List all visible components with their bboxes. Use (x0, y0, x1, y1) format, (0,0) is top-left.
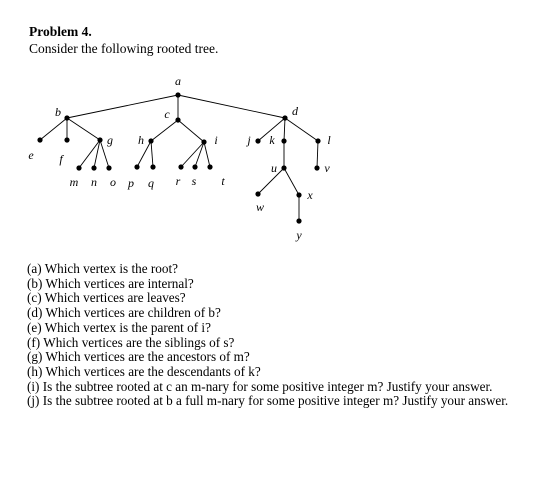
vertex-t (207, 164, 212, 169)
problem-title: Problem 4. (29, 24, 92, 39)
vertex-a (175, 92, 180, 97)
vertex-j (255, 138, 260, 143)
vertex-q (150, 164, 155, 169)
question-e: (e) Which vertex is the parent of i? (27, 319, 211, 335)
question-d: (d) Which vertices are children of b? (27, 305, 221, 321)
problem-intro: Consider the following rooted tree. (29, 41, 219, 56)
vertex-label-d: d (292, 104, 298, 118)
question-j: (j) Is the subtree rooted at b a full m-nary for some positive integer m? Justify your answer. (27, 393, 509, 409)
edge-b-g (67, 118, 100, 140)
edge-c-i (178, 120, 204, 142)
vertex-e (37, 137, 42, 142)
vertex-x (296, 192, 301, 197)
vertex-label-n: n (91, 175, 97, 189)
vertex-label-p: p (128, 176, 134, 190)
edge-i-r (181, 142, 204, 167)
vertex-l (315, 138, 320, 143)
vertex-d (282, 115, 287, 120)
vertex-label-r: r (175, 174, 181, 188)
tree-vertices (37, 92, 320, 223)
edge-u-x (284, 168, 299, 195)
vertex-label-f: f (59, 152, 63, 166)
vertex-r (178, 164, 183, 169)
edge-d-k (284, 118, 285, 141)
vertex-label-k: k (269, 133, 275, 147)
vertex-label-q: q (148, 176, 154, 190)
vertex-c (175, 117, 180, 122)
vertex-y (296, 218, 301, 223)
vertex-label-a: a (175, 74, 181, 88)
vertex-label-l: l (327, 133, 331, 147)
question-a: (a) Which vertex is the root? (27, 261, 178, 276)
vertex-h (148, 138, 153, 143)
vertex-label-m: m (69, 175, 79, 189)
vertex-label-b: b (55, 105, 61, 119)
edge-a-b (67, 95, 178, 118)
question-g: (g) Which vertices are the ancestors of m? (27, 349, 250, 365)
vertex-k (281, 138, 286, 143)
vertex-label-v: v (324, 161, 330, 175)
vertex-v (314, 165, 319, 170)
vertex-label-h: h (138, 133, 144, 147)
vertex-g (97, 137, 102, 142)
vertex-i (201, 139, 206, 144)
vertex-label-x: x (307, 188, 313, 202)
edge-d-l (285, 118, 318, 141)
vertex-label-g: g (107, 133, 113, 147)
vertex-w (255, 191, 260, 196)
question-list (27, 262, 508, 409)
vertex-label-j: j (247, 133, 251, 147)
vertex-n (91, 165, 96, 170)
vertex-u (281, 165, 286, 170)
vertex-f (64, 137, 69, 142)
edge-l-v (317, 141, 318, 168)
question-c: (c) Which vertices are leaves? (27, 290, 186, 306)
vertex-label-y: y (296, 228, 302, 242)
vertex-p (134, 164, 139, 169)
tree-vertex-labels (28, 74, 331, 242)
vertex-label-w: w (255, 200, 265, 214)
vertex-label-o: o (110, 175, 116, 189)
vertex-label-u: u (271, 161, 277, 175)
question-b: (b) Which vertices are internal? (27, 275, 194, 291)
question-h: (h) Which vertices are the descendants of k? (27, 363, 261, 379)
vertex-label-i: i (214, 133, 218, 147)
vertex-label-e: e (28, 148, 34, 162)
vertex-b (64, 115, 69, 120)
vertex-label-c: c (164, 107, 170, 121)
tree-edges (40, 95, 318, 221)
edge-c-h (151, 120, 178, 141)
question-i: (i) Is the subtree rooted at c an m-nary for some positive integer m? Justify your answer. (27, 378, 493, 394)
edge-i-t (204, 142, 210, 167)
edge-b-e (40, 118, 67, 140)
vertex-o (106, 165, 111, 170)
question-f: (f) Which vertices are the siblings of s? (27, 334, 235, 350)
edge-h-q (151, 141, 153, 167)
vertex-label-t: t (221, 174, 225, 188)
edge-i-s (195, 142, 204, 167)
vertex-s (192, 164, 197, 169)
vertex-m (76, 165, 81, 170)
vertex-label-s: s (191, 174, 197, 188)
edge-a-d (178, 95, 285, 118)
